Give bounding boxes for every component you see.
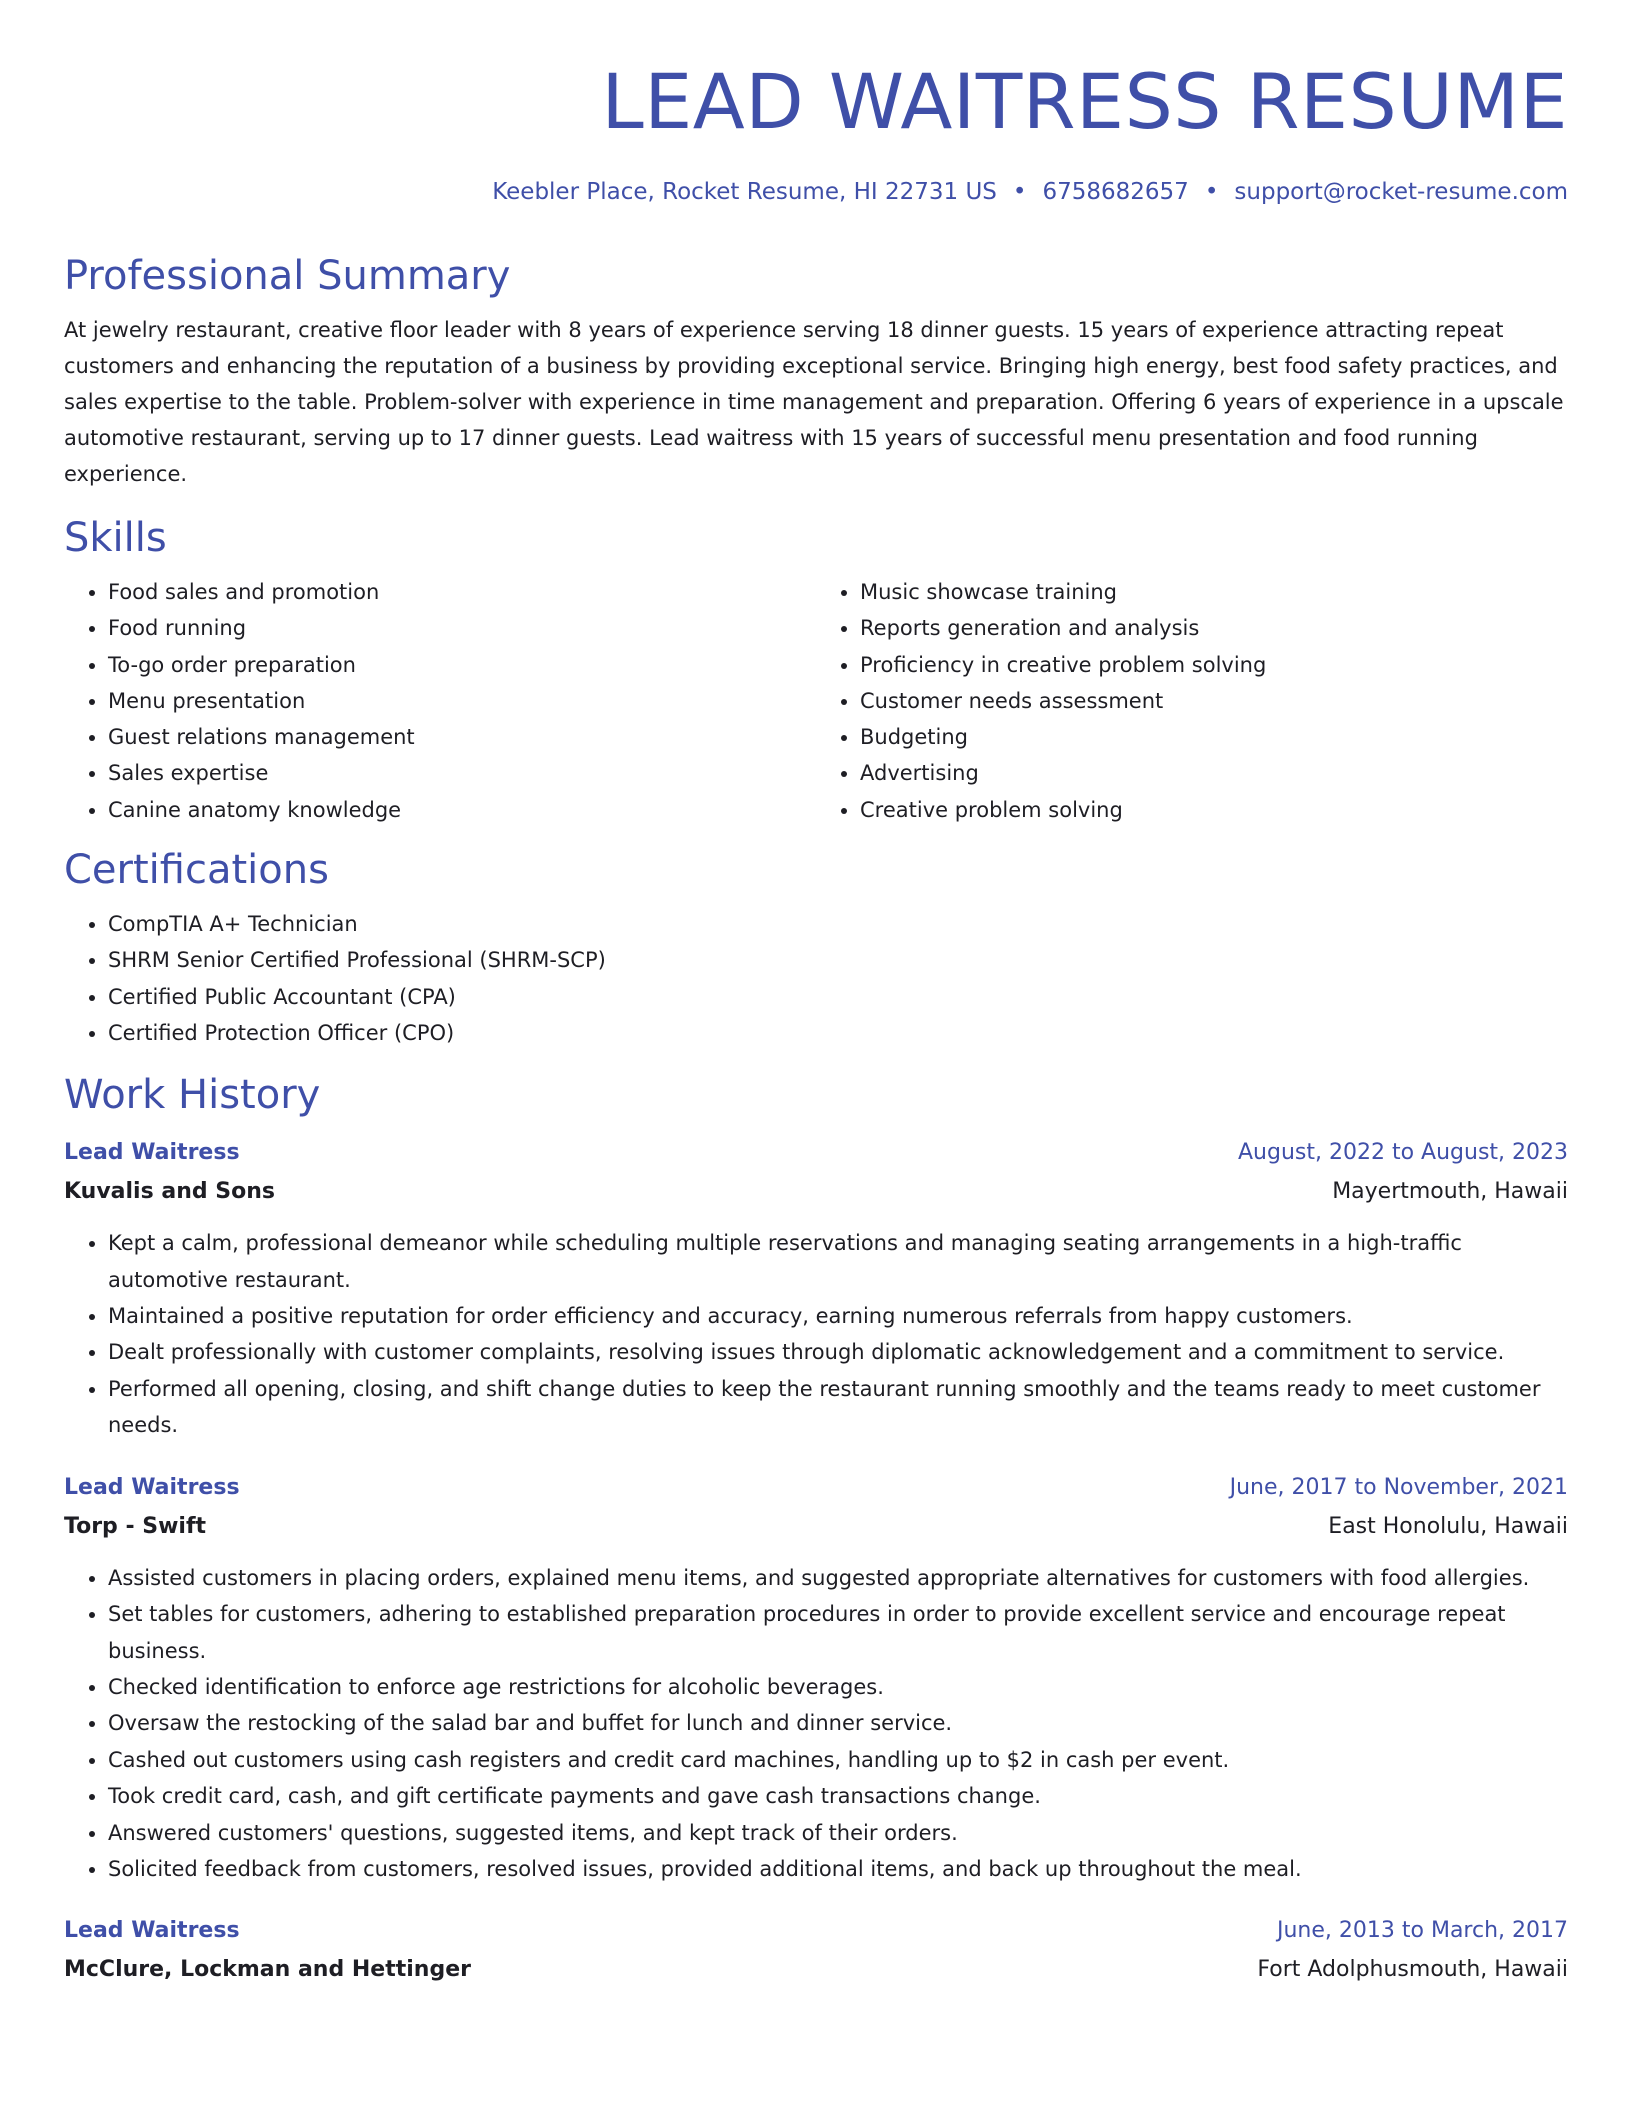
job-location: Mayertmouth, Hawaii: [1332, 1179, 1568, 1205]
certification-item: • Certified Public Accountant (CPA): [108, 979, 1568, 1015]
duty-item: • Set tables for customers, adhering to established preparation procedures in order to provide excellent service and encourage repeat business.: [108, 1596, 1568, 1669]
job-entry: [64, 1468, 1568, 1888]
skill-item: • Reports generation and analysis: [860, 610, 1568, 646]
work-history-section: [64, 1069, 1568, 1989]
certifications-section: [64, 844, 1568, 1051]
certifications-list: [64, 906, 1568, 1051]
certification-item: • CompTIA A+ Technician: [108, 906, 1568, 942]
skills-left-list: [64, 574, 816, 828]
contact-phone: 6758682657: [1042, 179, 1189, 205]
skill-item: • Menu presentation: [108, 683, 816, 719]
job-role-row: [64, 1133, 1568, 1173]
job-company-row: [64, 1508, 1568, 1546]
resume-page: [64, 0, 1568, 1989]
skills-columns: [64, 574, 1568, 828]
job-role-row: [64, 1468, 1568, 1508]
duty-item: • Solicited feedback from customers, resolved issues, provided additional items, and back up throughout the meal.: [108, 1851, 1568, 1887]
job-role: Lead Waitress: [64, 1918, 240, 1944]
skill-item: • Customer needs assessment: [860, 683, 1568, 719]
duty-item: • Oversaw the restocking of the salad bar and buffet for lunch and dinner service.: [108, 1705, 1568, 1741]
duty-item: • Assisted customers in placing orders, explained menu items, and suggested appropriate alternatives for customers with food allergies.: [108, 1560, 1568, 1596]
skill-item: • To-go order preparation: [108, 647, 816, 683]
job-role: Lead Waitress: [64, 1474, 240, 1500]
skill-item: • Proficiency in creative problem solving: [860, 647, 1568, 683]
job-dates: August, 2022 to August, 2023: [1238, 1140, 1568, 1166]
job-company: Kuvalis and Sons: [64, 1179, 275, 1205]
job-location: East Honolulu, Hawaii: [1328, 1513, 1568, 1539]
duty-item: • Took credit card, cash, and gift certificate payments and gave cash transactions change.: [108, 1778, 1568, 1814]
job-company-row: [64, 1173, 1568, 1211]
job-duties-list: [64, 1225, 1568, 1443]
job-company-row: [64, 1951, 1568, 1989]
job-dates: June, 2013 to March, 2017: [1277, 1918, 1568, 1944]
contact-separator: •: [1204, 179, 1219, 205]
job-dates: June, 2017 to November, 2021: [1229, 1474, 1568, 1500]
resume-title: LEAD WAITRESS RESUME: [601, 57, 1568, 146]
skill-item: • Guest relations management: [108, 719, 816, 755]
skill-item: • Food sales and promotion: [108, 574, 816, 610]
duty-item: • Maintained a positive reputation for order efficiency and accuracy, earning numerous referrals from happy customers.: [108, 1298, 1568, 1334]
skills-section: [64, 512, 1568, 828]
certification-item: • Certified Protection Officer (CPO): [108, 1015, 1568, 1051]
duty-item: • Cashed out customers using cash registers and credit card machines, handling up to $2 in cash per event.: [108, 1742, 1568, 1778]
job-role-row: [64, 1911, 1568, 1951]
contact-separator: •: [1012, 179, 1027, 205]
skills-heading: Skills: [64, 515, 167, 561]
skill-item: • Music showcase training: [860, 574, 1568, 610]
summary-text: At jewelry restaurant, creative floor leader with 8 years of experience serving 18 dinner guests. 15 years of experience attracting repeat customers and enhancing the reputation of a business by providing exceptional service. Bringing high energy, best food safety practices, and sales expertise to the table. Problem-solver with experience in time management and preparation. Offering 6 years of experience in a upscale automotive restaurant, serving up to 17 dinner guests. Lead waitress with 15 years of successful menu presentation and food running experience.: [64, 318, 1564, 486]
certifications-heading: Certifications: [64, 847, 329, 894]
job-entry: [64, 1911, 1568, 1989]
work-history-heading: Work History: [64, 1072, 321, 1119]
contact-address: Keebler Place, Rocket Resume, HI 22731 US: [492, 179, 997, 205]
job-company: Torp - Swift: [64, 1513, 207, 1539]
job-company: McClure, Lockman and Hettinger: [64, 1957, 471, 1983]
resume-header: [64, 0, 1568, 208]
job-location: Fort Adolphusmouth, Hawaii: [1257, 1957, 1568, 1983]
job-duties-list: [64, 1560, 1568, 1888]
skill-item: • Creative problem solving: [860, 792, 1568, 828]
job-entry: [64, 1133, 1568, 1443]
duty-item: • Performed all opening, closing, and shift change duties to keep the restaurant running smoothly and the teams ready to meet customer needs.: [108, 1371, 1568, 1444]
job-role: Lead Waitress: [64, 1140, 240, 1166]
summary-heading: Professional Summary: [64, 253, 511, 299]
skill-item: • Advertising: [860, 755, 1568, 791]
skill-item: • Budgeting: [860, 719, 1568, 755]
skill-item: • Food running: [108, 610, 816, 646]
contact-line: [64, 176, 1568, 208]
skills-right-list: [816, 574, 1568, 828]
summary-section: [64, 250, 1568, 492]
contact-email: support@rocket-resume.com: [1234, 179, 1568, 205]
skill-item: • Sales expertise: [108, 755, 816, 791]
duty-item: • Kept a calm, professional demeanor while scheduling multiple reservations and managing seating arrangements in a high-traffic automotive restaurant.: [108, 1225, 1568, 1298]
skill-item: • Canine anatomy knowledge: [108, 792, 816, 828]
duty-item: • Answered customers' questions, suggested items, and kept track of their orders.: [108, 1815, 1568, 1851]
duty-item: • Dealt professionally with customer complaints, resolving issues through diplomatic acknowledgement and a commitment to service.: [108, 1334, 1568, 1370]
duty-item: • Checked identification to enforce age restrictions for alcoholic beverages.: [108, 1669, 1568, 1705]
certification-item: • SHRM Senior Certified Professional (SHRM-SCP): [108, 942, 1568, 978]
